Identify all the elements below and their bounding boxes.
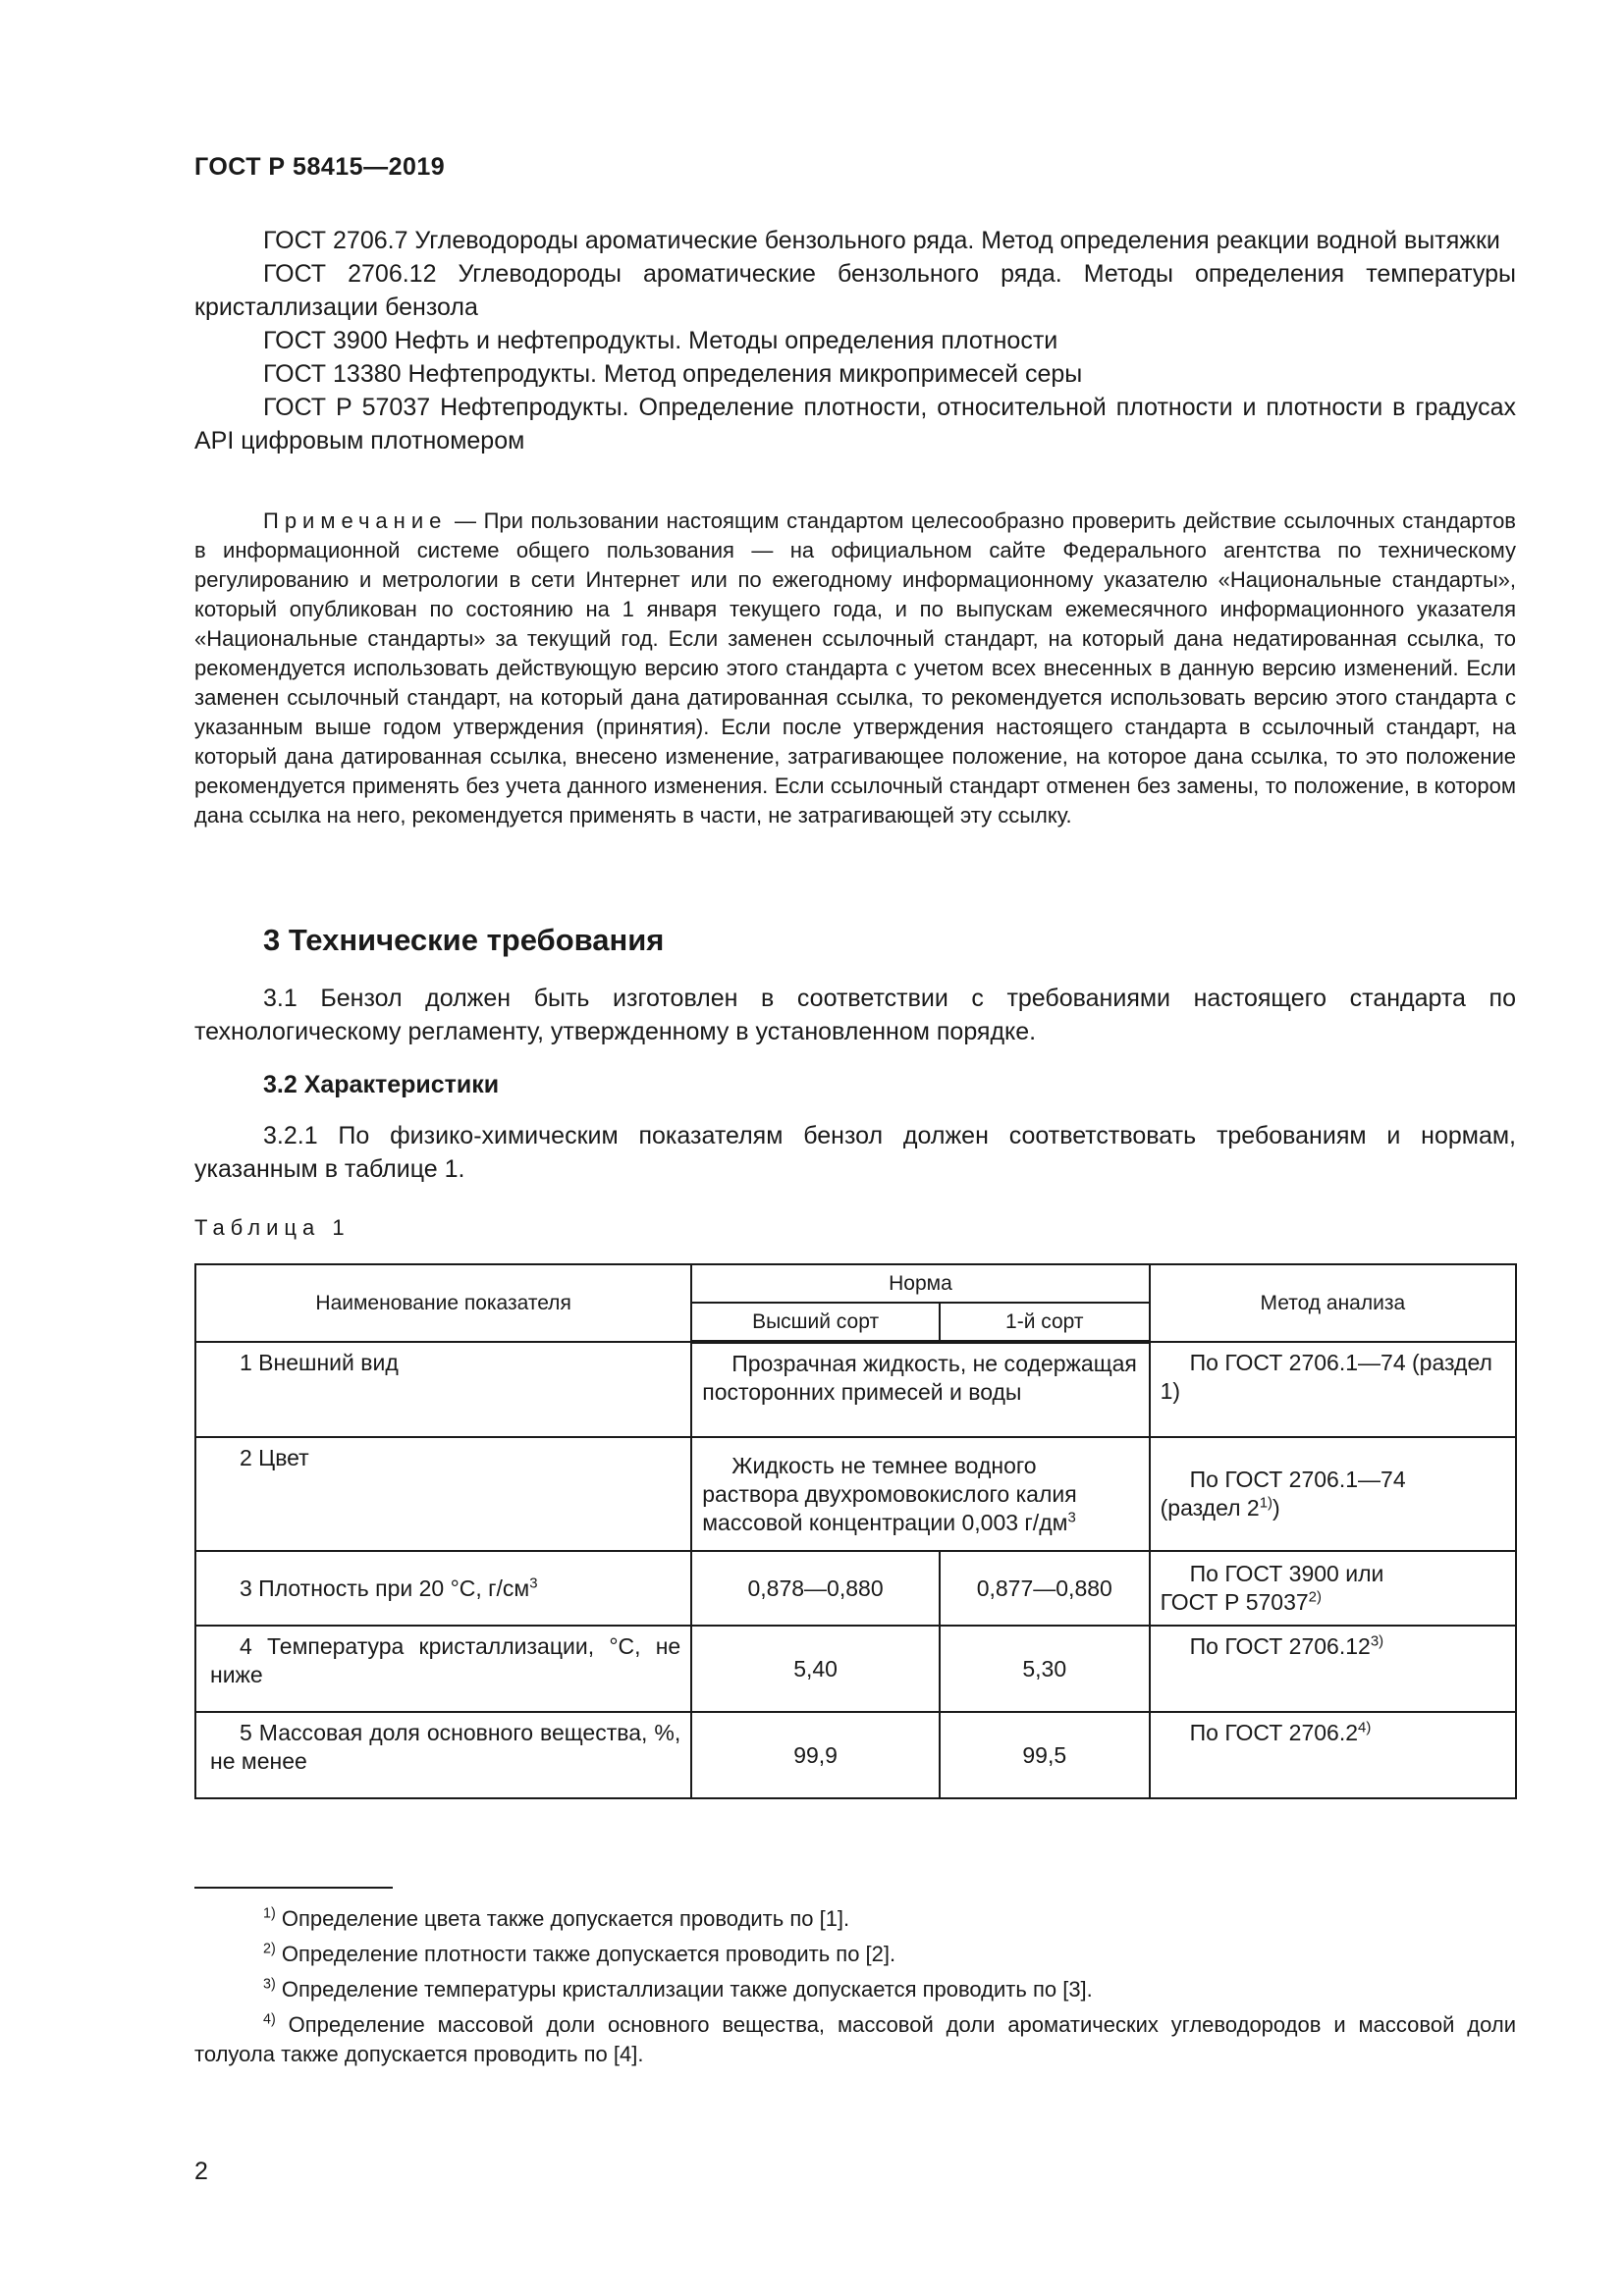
- table-row: [195, 1342, 1516, 1437]
- paragraph-3-1: 3.1 Бензол должен быть изготовлен в соответствии с требованиями настоящего стандарта по технологическому регламенту, утвержденному в установленном порядке.: [194, 985, 1516, 1045]
- row-name: 5 Массовая доля основного вещества, %, не менее: [195, 1712, 691, 1798]
- header-top-grade: Высший сорт: [691, 1303, 940, 1342]
- footnote-mark: 1): [263, 1905, 276, 1922]
- requirements-table: [194, 1263, 1517, 1799]
- subsection-title: 3.2 Характеристики: [263, 1071, 500, 1098]
- section-title: 3 Технические требования: [263, 923, 665, 957]
- footnote-item: $^{4)}$ Определение массовой доли основного вещества, массовой доли ароматических углеводородов и массовой доли толуола также допускается проводить по [4].: [194, 2011, 1516, 2066]
- note-label: Примечание: [263, 508, 448, 533]
- footnotes: [194, 1904, 1516, 2075]
- row-name: 3 Плотность при 20 °С, $г/см^3$: [195, 1551, 691, 1626]
- page-number: 2: [194, 2158, 208, 2185]
- table-caption: Таблица 1: [194, 1215, 351, 1240]
- table-row: [195, 1626, 1516, 1712]
- header-method: Метод анализа: [1150, 1264, 1516, 1342]
- row-name: 1 Внешний вид: [195, 1342, 691, 1437]
- row-top-grade: 5,40: [691, 1626, 940, 1712]
- normative-references: [194, 224, 1516, 457]
- header-name: Наименование показателя: [195, 1264, 691, 1342]
- row-top-grade: 0,878—0,880: [691, 1551, 940, 1626]
- row-norm: Жидкость не темнее водного раствора двухромовокислого калия массовой концентрации 0,003 $г/дм^3$: [691, 1437, 1149, 1551]
- row-method: По ГОСТ 3900 или ГОСТ Р 57037$^{2)}$: [1150, 1551, 1516, 1626]
- header-first-grade: 1-й сорт: [940, 1303, 1150, 1342]
- row-name: 2 Цвет: [195, 1437, 691, 1551]
- row-method: По ГОСТ 2706.1—74 (раздел 2$^{1)}$): [1150, 1437, 1516, 1551]
- footnote-separator: [194, 1887, 393, 1889]
- row-first-grade: 0,877—0,880: [940, 1551, 1150, 1626]
- row-method: По ГОСТ 2706.1—74 (раздел 1): [1150, 1342, 1516, 1437]
- footnote-mark: 2): [263, 1941, 276, 1957]
- reference-item: ГОСТ 13380 Нефтепродукты. Метод определения микропримесей серы: [263, 360, 1083, 388]
- footnote-item: $^{2)}$ Определение плотности также допускается проводить по [2].: [263, 1941, 896, 1966]
- footnote-item: $^{3)}$ Определение температуры кристаллизации также допускается проводить по [3].: [263, 1976, 1093, 2002]
- row-first-grade: 99,5: [940, 1712, 1150, 1798]
- note-text: — При пользовании настоящим стандартом целесообразно проверить действие ссылочных стандартов в информационной системе общего пользования — на официальном сайте Федерального агентства по техническому регулированию и метрологии в сети Интернет или по ежегодному информационному указателю «Национальные стандарты», который опубликован по состоянию на 1 января текущего года, и по выпускам ежемесячного информационного указателя «Национальные стандарты» за текущий год. Если заменен ссылочный стандарт, на который дана недатированная ссылка, то рекомендуется использовать действующую версию этого стандарта с учетом всех внесенных в данную версию изменений. Если заменен ссылочный стандарт, на который дана датированная ссылка, то рекомендуется использовать версию этого стандарта с указанным выше годом утверждения (принятия). Если после утверждения настоящего стандарта в ссылочный стандарт, на который дана датированная ссылка, внесено изменение, затрагивающее положение, на которое дана ссылка, то это положение рекомендуется применять без учета данного изменения. Если ссылочный стандарт отменен без замены, то положение, в котором дана ссылка на него, рекомендуется применять в части, не затрагивающей эту ссылку.: [194, 508, 1516, 828]
- header-norm: Норма: [691, 1264, 1149, 1303]
- reference-item: ГОСТ Р 57037 Нефтепродукты. Определение плотности, относительной плотности и плотности в градусах API цифровым плотномером: [194, 394, 1516, 454]
- row-method: По ГОСТ 2706.12$^{3)}$: [1150, 1626, 1516, 1712]
- note-paragraph: [194, 507, 1516, 830]
- reference-item: ГОСТ 2706.12 Углеводороды ароматические бензольного ряда. Методы определения температуры кристаллизации бензола: [194, 260, 1516, 321]
- reference-item: ГОСТ 2706.7 Углеводороды ароматические бензольного ряда. Метод определения реакции водной вытяжки: [263, 227, 1500, 254]
- row-first-grade: 5,30: [940, 1626, 1150, 1712]
- footnote-mark: 4): [263, 2011, 276, 2028]
- table-row: [195, 1437, 1516, 1551]
- document-header: ГОСТ Р 58415—2019: [194, 153, 446, 181]
- table-row: [195, 1712, 1516, 1798]
- row-norm: Прозрачная жидкость, не содержащая посторонних примесей и воды: [691, 1342, 1149, 1437]
- table-row: [195, 1551, 1516, 1626]
- footnote-item: $^{1)}$ Определение цвета также допускается проводить по [1].: [263, 1905, 850, 1931]
- row-top-grade: 99,9: [691, 1712, 940, 1798]
- paragraph-3-2-1: 3.2.1 По физико-химическим показателям бензол должен соответствовать требованиям и нормам, указанным в таблице 1.: [194, 1122, 1516, 1183]
- row-name: 4 Температура кристаллизации, °С, не ниже: [195, 1626, 691, 1712]
- row-method: По ГОСТ 2706.2$^{4)}$: [1150, 1712, 1516, 1798]
- footnote-mark: 3): [263, 1976, 276, 1993]
- reference-item: ГОСТ 3900 Нефть и нефтепродукты. Методы определения плотности: [263, 327, 1058, 354]
